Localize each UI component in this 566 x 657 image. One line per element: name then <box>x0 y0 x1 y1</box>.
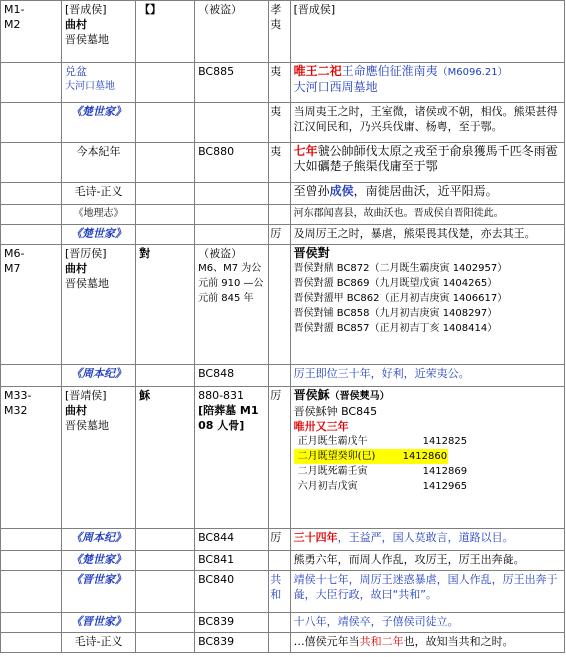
note-cell <box>290 143 564 183</box>
date-cell <box>195 225 269 245</box>
period-cell <box>1 103 62 143</box>
vessel-name: 兑盆 <box>64 65 87 78</box>
site-name: 大河口墓地 <box>64 81 115 92</box>
date-cell: BC844 <box>195 529 269 551</box>
date-note: [陪葬墓 M108 人骨] <box>198 404 259 432</box>
inscription-year: 唯卅又三年 <box>293 420 349 433</box>
period-cell <box>1 529 62 551</box>
note-cell <box>290 387 564 529</box>
table-row <box>1 551 565 571</box>
king-cell: 夷 <box>269 63 290 103</box>
ruler-name: [晋靖侯] <box>64 389 107 402</box>
ruler-cell <box>61 387 135 529</box>
date-cell <box>195 183 269 205</box>
vessel-cell <box>136 365 195 387</box>
date-cell: BC839 <box>195 633 269 653</box>
ruler-title: 晋侯對 <box>293 246 330 260</box>
date-cell <box>195 103 269 143</box>
table-row <box>1 571 565 613</box>
king-cell <box>269 205 290 225</box>
date-cell <box>195 205 269 225</box>
period-cell: M1- M2 <box>1 1 62 63</box>
lunar-date-highlight: 二月既望癸卯(巳) 1412860 <box>294 449 448 464</box>
date-note: （被盗） <box>198 247 243 260</box>
year-label: 七年 <box>293 144 318 158</box>
date-cell: BC840 <box>195 571 269 613</box>
king-cell: 厉 <box>269 387 290 529</box>
note-cell: 十八年，靖侯卒，子僖侯司徒立。 <box>290 613 564 633</box>
site-name: 大河口西周墓地 <box>293 80 378 94</box>
note-text: 也，故知当共和之时。 <box>403 635 514 648</box>
site-cemetery: 晋侯墓地 <box>64 277 109 290</box>
date-cell <box>195 245 269 365</box>
vessel-cell: 穌 <box>136 387 195 529</box>
source-cell: 《楚世家》 <box>61 551 135 571</box>
table-row <box>1 205 565 225</box>
bronze-item: 晋侯對盨 BC869（九月既望戊寅 1404265） <box>293 278 498 289</box>
bronze-item: 晋侯對盨甲 BC862（正月初吉庚寅 1406617） <box>293 293 508 304</box>
date-cell <box>195 387 269 529</box>
table-row <box>1 365 565 387</box>
source-cell: 《周本纪》 <box>61 529 135 551</box>
note-cell <box>290 63 564 103</box>
note-cell: 熊勇六年，而周人作乱，攻厉王，厉王出奔彘。 <box>290 551 564 571</box>
king-cell: 夷 <box>269 103 290 143</box>
ruler-cell <box>61 1 135 63</box>
note-text: …僖侯元年当 <box>293 635 360 648</box>
source-cell: 《楚世家》 <box>61 225 135 245</box>
ruler-name: [晋厉侯] <box>64 247 107 260</box>
period-cell <box>1 365 62 387</box>
ruler-name: [晋成侯] <box>64 3 107 16</box>
period-cell: M33- M32 <box>1 387 62 529</box>
king-cell <box>269 551 290 571</box>
lunar-date: 正月既生霸戊午 1412825 <box>297 436 468 447</box>
source-cell: 《晋世家》 <box>61 571 135 613</box>
vessel-cell <box>136 225 195 245</box>
vessel-cell <box>136 551 195 571</box>
ruler-title: 晋侯穌（晋侯僰马） <box>293 388 390 402</box>
site-name: 曲村 <box>64 404 87 417</box>
note-cell: [晋成侯] <box>290 1 564 63</box>
table-row <box>1 633 565 653</box>
bronze-item: 晋侯對鼎 BC872（二月既生霸庚寅 1402957） <box>293 263 508 274</box>
table-row <box>1 613 565 633</box>
site-cemetery: 晋侯墓地 <box>64 33 109 46</box>
date-cell: BC841 <box>195 551 269 571</box>
inscription-code: （M6096.21） <box>437 67 508 78</box>
note-text: ，王益严，国人莫敢言，道路以目。 <box>337 531 514 544</box>
bell-name: 晋侯穌钟 BC845 <box>293 405 378 418</box>
vessel-cell <box>136 613 195 633</box>
note-cell: 及周厉王之时，暴虐，熊渠畏其伐楚，亦去其王。 <box>290 225 564 245</box>
period-cell <box>1 551 62 571</box>
site-name: 曲村 <box>64 262 87 275</box>
source-cell: 《地理志》 <box>61 205 135 225</box>
king-cell <box>269 245 290 365</box>
period-cell <box>1 613 62 633</box>
source-cell: 毛诗-正义 <box>61 183 135 205</box>
date-cell: BC880 <box>195 143 269 183</box>
note-cell <box>290 245 564 365</box>
note-cell: 厉王即位三十年，好利，近荣夷公。 <box>290 365 564 387</box>
site-name: 曲村 <box>64 18 87 31</box>
source-cell: 毛诗-正义 <box>61 633 135 653</box>
note-cell: 河东郡闻喜县，故曲沃也。晋成侯自晋阳徙此。 <box>290 205 564 225</box>
king-cell <box>269 365 290 387</box>
table-row <box>1 1 565 63</box>
inscription-year: 唯王二祀 <box>293 64 342 78</box>
date-cell: BC848 <box>195 365 269 387</box>
vessel-cell <box>136 571 195 613</box>
note-cell <box>290 633 564 653</box>
bronze-item: 晋侯對铺 BC858（九月初吉庚寅 1408297） <box>293 308 498 319</box>
source-cell: 《周本纪》 <box>61 365 135 387</box>
king-cell: 共 和 <box>269 571 290 613</box>
inscription-text: 王命應伯征淮南夷 <box>341 64 438 78</box>
date-cell: BC839 <box>195 613 269 633</box>
note-text: 至曾孙 <box>293 184 330 198</box>
vessel-cell: 【】 <box>136 1 195 63</box>
vessel-cell <box>136 529 195 551</box>
year-label: 共和二年 <box>359 635 404 648</box>
vessel-cell <box>136 103 195 143</box>
ruler-cell <box>61 245 135 365</box>
date-range: 880-831 <box>198 389 245 402</box>
table-row <box>1 63 565 103</box>
table-row <box>1 143 565 183</box>
note-text: ，南徙居曲沃，近平阳焉。 <box>353 184 498 198</box>
note-cell: 当周夷王之时，王室微，诸侯或不朝，相伐。熊渠甚得江汉间民和，乃兴兵伐庸、杨粤，至于鄂。 <box>290 103 564 143</box>
note-cell <box>290 183 564 205</box>
note-cell <box>290 529 564 551</box>
vessel-cell: 對 <box>136 245 195 365</box>
table-row <box>1 529 565 551</box>
king-cell: 厉 <box>269 225 290 245</box>
source-cell: 《楚世家》 <box>61 103 135 143</box>
vessel-cell <box>136 633 195 653</box>
bronze-item: 晋侯對盨 BC857（正月初吉丁亥 1408414） <box>293 323 498 334</box>
date-cell: BC885 <box>195 63 269 103</box>
year-label: 三十四年 <box>293 531 338 544</box>
king-cell <box>269 633 290 653</box>
period-cell <box>1 205 62 225</box>
date-range: M6、M7 为公元前 910 —公元前 845 年 <box>198 263 264 304</box>
site-cemetery: 晋侯墓地 <box>64 419 109 432</box>
table-row <box>1 183 565 205</box>
vessel-cell <box>136 205 195 225</box>
table-row <box>1 245 565 365</box>
vessel-cell <box>136 143 195 183</box>
period-cell: M6- M7 <box>1 245 62 365</box>
table-row <box>1 387 565 529</box>
note-cell: 靖侯十七年，周厉王迷惑暴虐，国人作乱，厉王出奔于彘，大臣行政，故曰“共和”。 <box>290 571 564 613</box>
source-cell: 《晋世家》 <box>61 613 135 633</box>
king-cell <box>269 613 290 633</box>
annal-text: 虢公帥師伐太原之戎至于俞泉獲馬千匹冬雨雹大如礪楚子熊渠伐庸至于鄂 <box>293 144 558 173</box>
vessel-cell <box>136 183 195 205</box>
table-row <box>1 225 565 245</box>
lunar-date: 二月既死霸壬寅 1412869 <box>297 466 468 477</box>
ruler-cell <box>61 63 135 103</box>
period-cell <box>1 571 62 613</box>
period-cell <box>1 63 62 103</box>
king-cell: 孝 夷 <box>269 1 290 63</box>
king-cell: 厉 <box>269 529 290 551</box>
source-cell: 今本紀年 <box>61 143 135 183</box>
period-cell <box>1 183 62 205</box>
king-cell: 夷 <box>269 143 290 183</box>
lunar-date: 六月初吉戊寅 1412965 <box>297 481 468 492</box>
period-cell <box>1 143 62 183</box>
ruler-highlight: 成侯 <box>329 184 354 198</box>
table-row <box>1 103 565 143</box>
king-cell <box>269 183 290 205</box>
vessel-cell <box>136 63 195 103</box>
date-cell: （被盗） <box>195 1 269 63</box>
period-cell <box>1 225 62 245</box>
period-cell <box>1 633 62 653</box>
